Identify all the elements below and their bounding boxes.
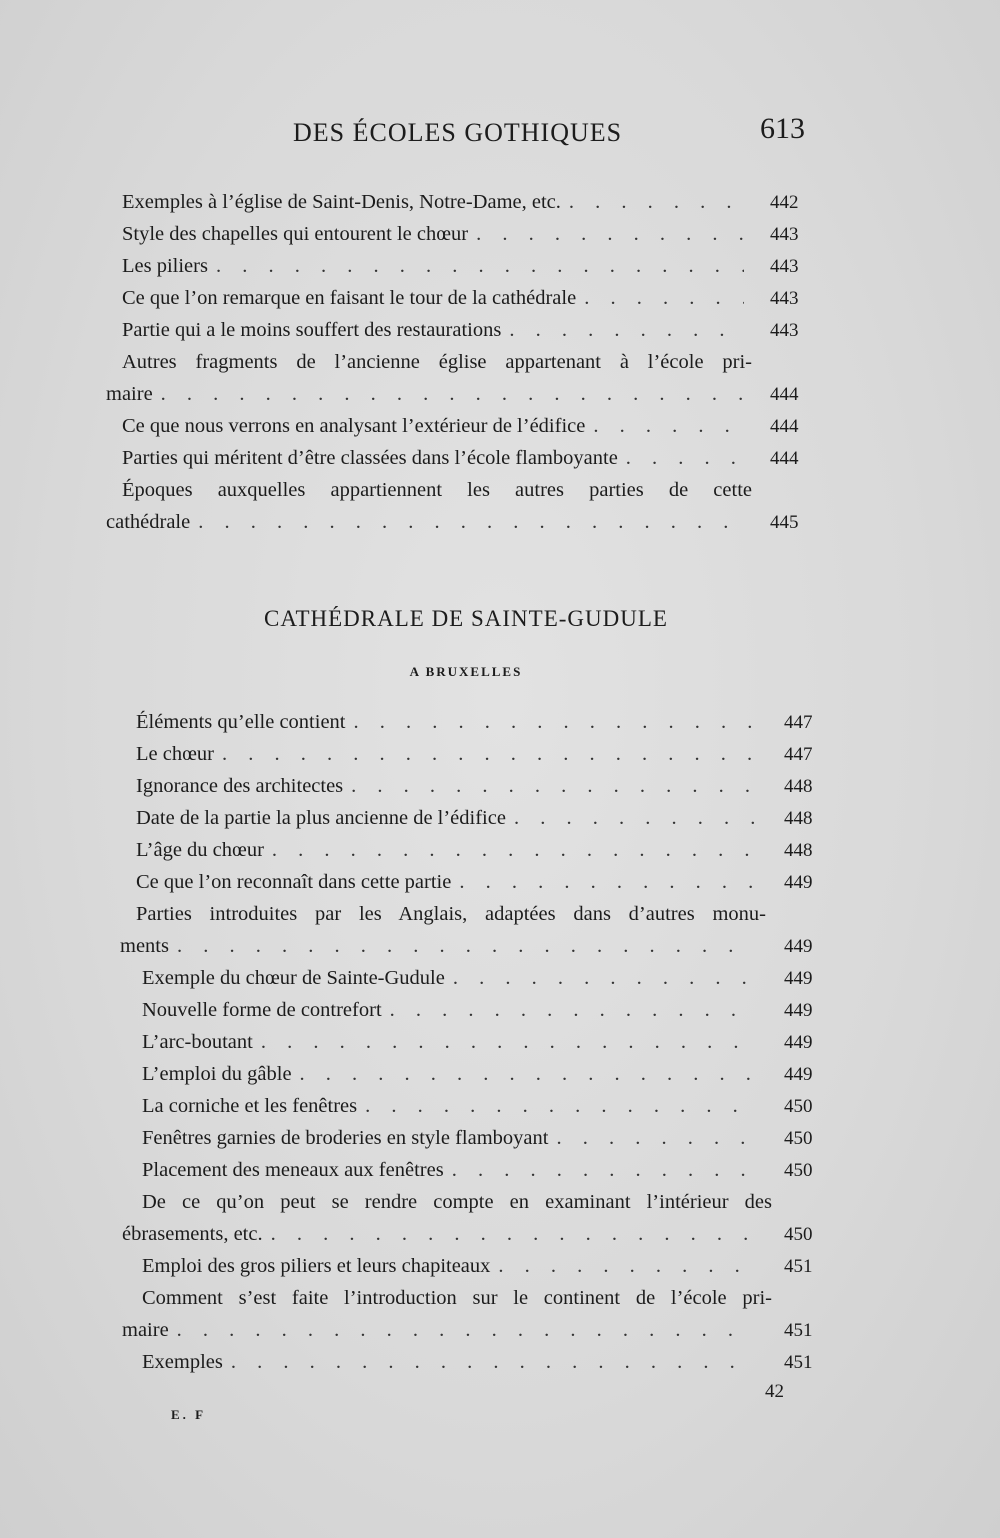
toc-entry-line — [0, 474, 1000, 506]
dot-leader — [444, 1154, 754, 1186]
toc-entry-line — [0, 1186, 1000, 1218]
toc-entry-line — [0, 1026, 1000, 1058]
dot-leader — [576, 282, 744, 314]
toc-entry-line — [0, 706, 1000, 738]
toc-entry — [0, 1154, 1000, 1186]
toc-entry-line — [0, 898, 1000, 930]
dot-leader — [208, 250, 744, 282]
toc-entry-text: Ce que l’on reconnaît dans cette partie — [136, 871, 452, 893]
toc-entry — [0, 442, 1000, 474]
dot-leader — [382, 994, 754, 1026]
toc-entry-line — [0, 506, 1000, 538]
toc-entry-page: 443 — [770, 320, 799, 341]
dot-leader — [214, 738, 754, 770]
toc-entry-line — [0, 1154, 1000, 1186]
toc-block-sainte-gudule — [0, 706, 1000, 1378]
toc-entry-line — [0, 834, 1000, 866]
toc-entry-text: Exemples — [142, 1351, 223, 1373]
section-heading — [0, 606, 1000, 680]
toc-entry-page: 447 — [784, 712, 813, 733]
toc-entry-line — [0, 442, 1000, 474]
toc-entry — [0, 1346, 1000, 1378]
dot-leader — [506, 802, 754, 834]
toc-entry-text: L’arc-boutant — [142, 1031, 253, 1053]
toc-entry-text: Parties introduites par les Anglais, adaptées dans d’autres monu- — [136, 903, 766, 925]
toc-entry — [0, 410, 1000, 442]
toc-entry — [0, 474, 1000, 538]
toc-entry-line — [0, 1058, 1000, 1090]
toc-entry-text: maire — [106, 383, 153, 405]
toc-entry-text: Ignorance des architectes — [136, 775, 344, 797]
toc-entry-text: Placement des meneaux aux fenêtres — [142, 1159, 444, 1181]
toc-entry — [0, 1058, 1000, 1090]
toc-entry-page: 449 — [784, 1000, 813, 1021]
dot-leader — [445, 962, 754, 994]
toc-entry-line — [0, 218, 1000, 250]
toc-entry-text: Date de la partie la plus ancienne de l’édifice — [136, 807, 506, 829]
toc-entry — [0, 994, 1000, 1026]
toc-entry-text: ments — [120, 935, 169, 957]
toc-entry-page: 444 — [770, 448, 799, 469]
toc-entry-line — [0, 1122, 1000, 1154]
toc-entry-page: 443 — [770, 288, 799, 309]
toc-entry — [0, 1026, 1000, 1058]
toc-entry-line — [0, 738, 1000, 770]
toc-entry-text: L’emploi du gâble — [142, 1063, 292, 1085]
dot-leader — [490, 1250, 754, 1282]
toc-entry-text: Exemples à l’église de Saint-Denis, Notre-Dame, etc. — [122, 191, 561, 213]
toc-entry — [0, 186, 1000, 218]
dot-leader — [501, 314, 744, 346]
dot-leader — [561, 186, 744, 218]
signature-mark: E. F — [171, 1407, 207, 1422]
toc-entry-page: 450 — [784, 1128, 813, 1149]
toc-entry-text: L’âge du chœur — [136, 839, 264, 861]
toc-entry — [0, 346, 1000, 410]
toc-entry-text: Éléments qu’elle contient — [136, 711, 346, 733]
toc-entry-text: La corniche et les fenêtres — [142, 1095, 358, 1117]
signature-number: 42 — [765, 1381, 784, 1402]
toc-entry — [0, 218, 1000, 250]
toc-entry-text: cathédrale — [106, 511, 191, 533]
toc-entry — [0, 1282, 1000, 1346]
toc-entry — [0, 1250, 1000, 1282]
toc-entry — [0, 834, 1000, 866]
toc-entry-line — [0, 1346, 1000, 1378]
toc-entry-page: 451 — [784, 1256, 813, 1277]
toc-entry — [0, 962, 1000, 994]
dot-leader — [292, 1058, 754, 1090]
section-subtitle: A BRUXELLES — [409, 664, 523, 679]
toc-entry — [0, 802, 1000, 834]
toc-entry-line — [0, 1282, 1000, 1314]
dot-leader — [548, 1122, 754, 1154]
toc-entry-page: 445 — [770, 512, 799, 533]
toc-entry-text: Comment s’est faite l’introduction sur le continent de l’école pri- — [142, 1287, 772, 1309]
dot-leader — [190, 506, 744, 538]
toc-entry-page: 442 — [770, 192, 799, 213]
toc-entry — [0, 770, 1000, 802]
toc-entry — [0, 1090, 1000, 1122]
toc-entry — [0, 898, 1000, 962]
dot-leader — [343, 770, 754, 802]
toc-entry-line — [0, 930, 1000, 962]
toc-entry-text: Les piliers — [122, 255, 208, 277]
toc-entry-line — [0, 866, 1000, 898]
dot-leader — [585, 410, 744, 442]
toc-entry-page: 449 — [784, 1064, 813, 1085]
toc-entry-line — [0, 346, 1000, 378]
toc-entry — [0, 1122, 1000, 1154]
running-title: DES ÉCOLES GOTHIQUES — [293, 118, 623, 147]
toc-entry-line — [0, 250, 1000, 282]
toc-entry — [0, 1186, 1000, 1250]
dot-leader — [345, 706, 754, 738]
toc-entry-line — [0, 314, 1000, 346]
toc-entry-text: Exemple du chœur de Sainte-Gudule — [142, 967, 445, 989]
toc-entry-text: Emploi des gros piliers et leurs chapiteaux — [142, 1255, 491, 1277]
toc-entry-page: 450 — [784, 1096, 813, 1117]
toc-entry-page: 449 — [784, 1032, 813, 1053]
toc-entry — [0, 250, 1000, 282]
toc-entry-line — [0, 962, 1000, 994]
toc-entry-text: Ce que l’on remarque en faisant le tour de la cathédrale — [122, 287, 577, 309]
toc-entry — [0, 282, 1000, 314]
toc-entry-page: 444 — [770, 416, 799, 437]
dot-leader — [253, 1026, 754, 1058]
toc-entry-page: 443 — [770, 224, 799, 245]
toc-entry-text: ébrasements, etc. — [122, 1223, 263, 1245]
toc-entry-text: De ce qu’on peut se rendre compte en examinant l’intérieur des — [142, 1191, 772, 1213]
toc-entry — [0, 706, 1000, 738]
toc-entry-page: 448 — [784, 808, 813, 829]
toc-entry-text: Ce que nous verrons en analysant l’extérieur de l’édifice — [122, 415, 586, 437]
toc-entry-page: 443 — [770, 256, 799, 277]
dot-leader — [169, 1314, 754, 1346]
running-head — [0, 112, 1000, 162]
toc-entry-text: Fenêtres garnies de broderies en style flamboyant — [142, 1127, 549, 1149]
dot-leader — [357, 1090, 754, 1122]
toc-entry-page: 449 — [784, 968, 813, 989]
toc-entry — [0, 738, 1000, 770]
toc-entry-page: 449 — [784, 936, 813, 957]
dot-leader — [468, 218, 744, 250]
toc-entry-page: 449 — [784, 872, 813, 893]
toc-entry-page: 444 — [770, 384, 799, 405]
toc-entry-page: 450 — [784, 1160, 813, 1181]
dot-leader — [451, 866, 754, 898]
dot-leader — [618, 442, 744, 474]
toc-entry-text: Partie qui a le moins souffert des restaurations — [122, 319, 502, 341]
toc-entry-line — [0, 1090, 1000, 1122]
toc-entry-line — [0, 282, 1000, 314]
toc-entry-page: 448 — [784, 840, 813, 861]
toc-entry-page: 451 — [784, 1352, 813, 1373]
toc-entry-text: Époques auxquelles appartiennent les autres parties de cette — [122, 479, 752, 501]
dot-leader — [169, 930, 754, 962]
dot-leader — [223, 1346, 754, 1378]
toc-entry-line — [0, 994, 1000, 1026]
toc-entry-page: 451 — [784, 1320, 813, 1341]
section-title: CATHÉDRALE DE SAINTE-GUDULE — [264, 606, 668, 631]
toc-entry-text: Nouvelle forme de contrefort — [142, 999, 382, 1021]
dot-leader — [264, 834, 754, 866]
toc-entry-text: Le chœur — [136, 743, 214, 765]
page-number: 613 — [760, 112, 805, 145]
toc-entry-line — [0, 378, 1000, 410]
toc-entry-text: Parties qui méritent d’être classées dans l’école flamboyante — [122, 447, 618, 469]
toc-entry — [0, 314, 1000, 346]
toc-entry-page: 450 — [784, 1224, 813, 1245]
toc-entry-line — [0, 410, 1000, 442]
toc-entry-line — [0, 802, 1000, 834]
toc-entry-line — [0, 770, 1000, 802]
toc-block-saint-denis — [0, 186, 1000, 538]
toc-entry — [0, 866, 1000, 898]
toc-entry-line — [0, 1218, 1000, 1250]
toc-entry-page: 447 — [784, 744, 813, 765]
toc-entry-page: 448 — [784, 776, 813, 797]
dot-leader — [153, 378, 744, 410]
toc-entry-text: Autres fragments de l’ancienne église appartenant à l’école pri- — [122, 351, 752, 373]
toc-entry-text: maire — [122, 1319, 169, 1341]
toc-entry-line — [0, 1314, 1000, 1346]
toc-entry-line — [0, 186, 1000, 218]
dot-leader — [263, 1218, 754, 1250]
toc-entry-line — [0, 1250, 1000, 1282]
toc-entry-text: Style des chapelles qui entourent le chœur — [122, 223, 469, 245]
